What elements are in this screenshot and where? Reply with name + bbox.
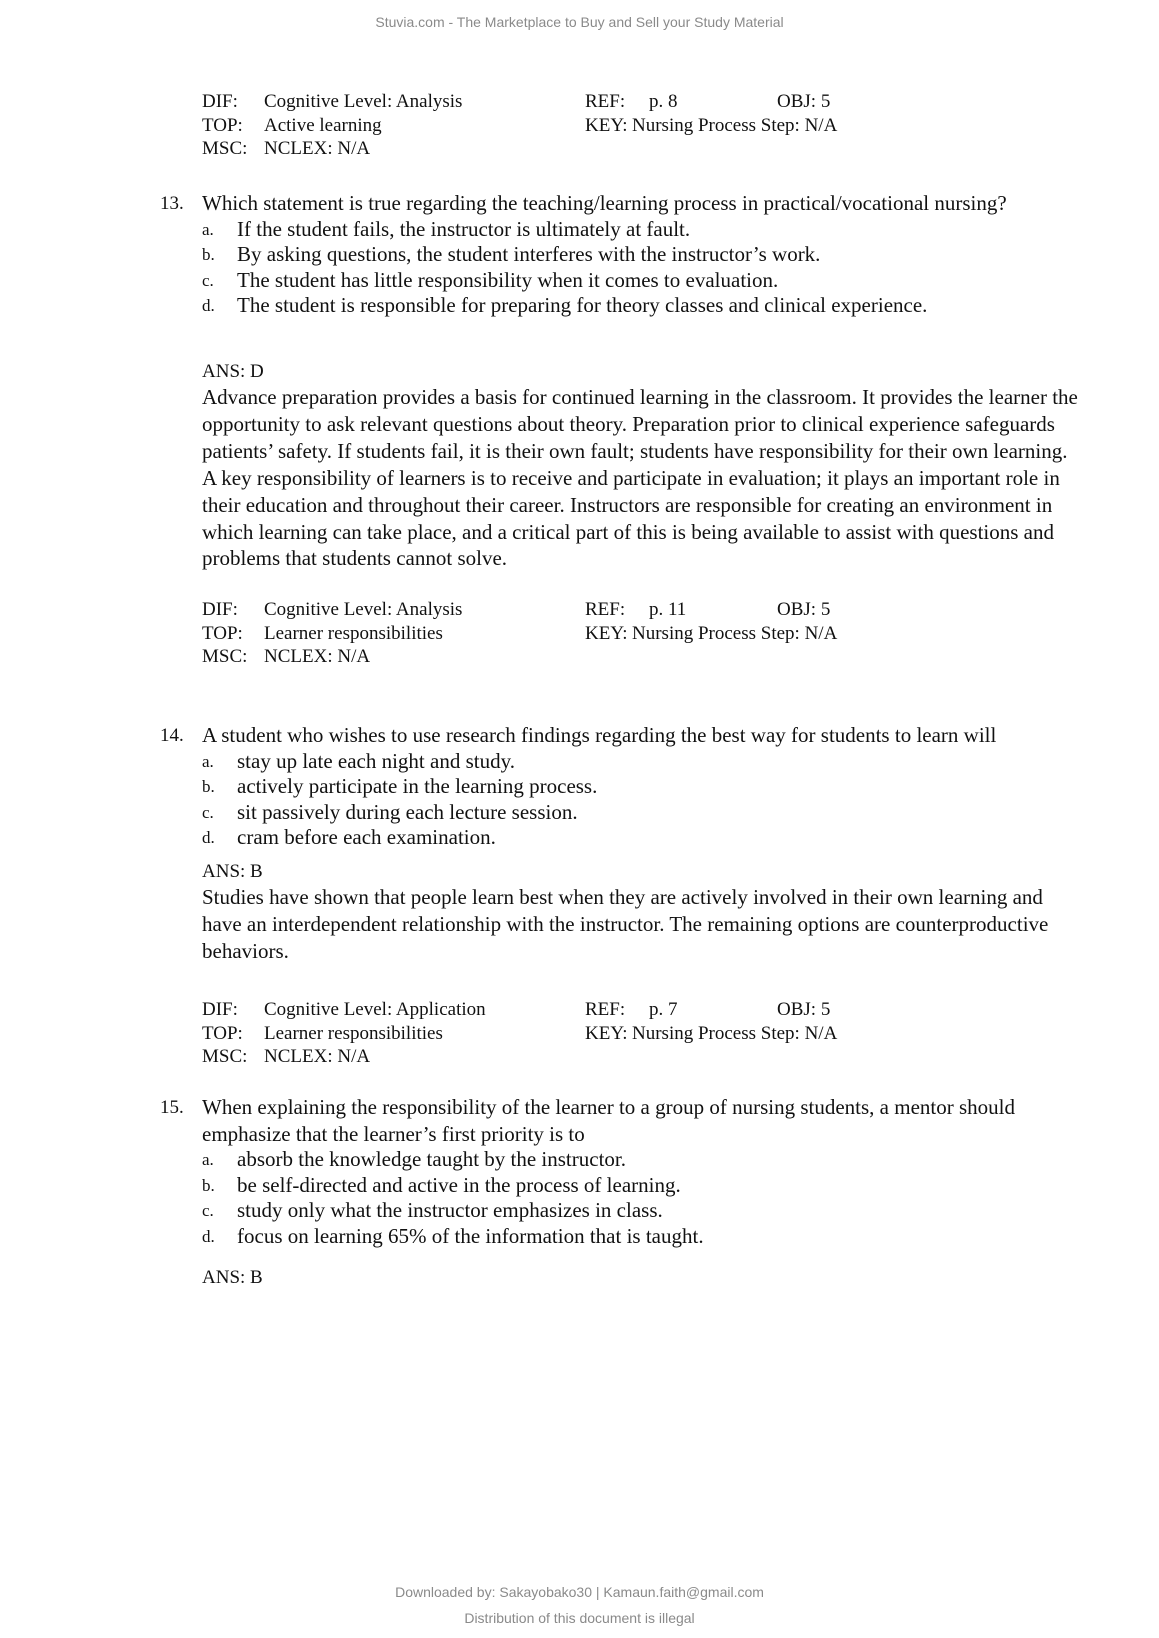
key-label: KEY: bbox=[585, 622, 628, 644]
key-label: KEY: bbox=[585, 114, 628, 136]
option-b bbox=[202, 774, 1120, 800]
site-banner: Stuvia.com - The Marketplace to Buy and Sell your Study Material bbox=[375, 14, 784, 30]
option-letter: b. bbox=[202, 1175, 215, 1195]
dif-value: Cognitive Level: Analysis bbox=[264, 599, 463, 620]
question-metadata bbox=[202, 598, 902, 669]
option-letter: d. bbox=[202, 1226, 215, 1246]
top-label: TOP: bbox=[202, 114, 243, 136]
option-text: be self-directed and active in the process of learning. bbox=[237, 1172, 681, 1197]
answer-key: ANS: B bbox=[202, 861, 263, 882]
top-label: TOP: bbox=[202, 622, 243, 644]
question-metadata bbox=[202, 90, 902, 161]
question-stem: When explaining the responsibility of the learner to a group of nursing students, a mentor should emphasize that the learner’s first priority is to bbox=[202, 1095, 1015, 1146]
dif-label: DIF: bbox=[202, 599, 238, 620]
msc-value: NCLEX: N/A bbox=[264, 1046, 371, 1067]
option-text: absorb the knowledge taught by the instructor. bbox=[237, 1147, 627, 1171]
obj-value: OBJ: 5 bbox=[777, 91, 831, 112]
ref-value: p. 8 bbox=[649, 91, 678, 112]
option-b bbox=[202, 1173, 1100, 1199]
key-value: Nursing Process Step: N/A bbox=[632, 622, 838, 644]
option-list bbox=[202, 217, 1100, 319]
question-number: 15. bbox=[160, 1097, 184, 1118]
option-a bbox=[202, 217, 1100, 243]
top-value: Learner responsibilities bbox=[264, 622, 443, 644]
option-letter: c. bbox=[202, 270, 214, 290]
option-text: The student is responsible for preparing for theory classes and clinical experience. bbox=[237, 293, 928, 317]
option-text: study only what the instructor emphasizes in class. bbox=[237, 1198, 663, 1222]
option-d bbox=[202, 825, 1120, 851]
answer-key: ANS: D bbox=[202, 361, 264, 382]
msc-label: MSC: bbox=[202, 138, 248, 159]
dif-value: Cognitive Level: Application bbox=[264, 999, 486, 1020]
ref-value: p. 7 bbox=[649, 999, 678, 1020]
option-text: actively participate in the learning process. bbox=[237, 774, 598, 798]
option-letter: a. bbox=[202, 219, 214, 239]
option-letter: c. bbox=[202, 1201, 214, 1220]
option-letter: b. bbox=[202, 777, 215, 796]
question-number: 13. bbox=[160, 193, 184, 214]
option-letter: a. bbox=[202, 1150, 214, 1169]
ref-label: REF: bbox=[585, 91, 626, 112]
option-c bbox=[202, 1198, 1100, 1224]
option-list bbox=[202, 1147, 1100, 1249]
key-value: Nursing Process Step: N/A bbox=[632, 1022, 838, 1044]
option-b bbox=[202, 242, 1100, 268]
option-list bbox=[202, 749, 1120, 851]
option-text: If the student fails, the instructor is ultimately at fault. bbox=[237, 216, 691, 241]
msc-value: NCLEX: N/A bbox=[264, 138, 371, 159]
answer-rationale: Studies have shown that people learn best when they are actively involved in their own learning and have an interdependent relationship with the instructor. The remaining options are counterproductive behaviors. bbox=[202, 885, 1049, 963]
option-a bbox=[202, 1147, 1100, 1173]
msc-label: MSC: bbox=[202, 646, 248, 667]
top-value: Learner responsibilities bbox=[264, 1022, 443, 1044]
option-letter: b. bbox=[202, 245, 215, 264]
option-letter: d. bbox=[202, 296, 215, 315]
answer-block-13 bbox=[202, 360, 1082, 572]
top-value: Active learning bbox=[264, 114, 382, 136]
option-c bbox=[202, 268, 1100, 294]
ref-label: REF: bbox=[585, 599, 626, 620]
option-c bbox=[202, 800, 1120, 826]
answer-block-14 bbox=[202, 860, 1082, 965]
question-14 bbox=[160, 722, 1120, 851]
option-text: stay up late each night and study. bbox=[237, 748, 515, 773]
option-letter: d. bbox=[202, 828, 215, 847]
question-number: 14. bbox=[160, 725, 184, 746]
obj-value: OBJ: 5 bbox=[777, 599, 831, 620]
option-text: sit passively during each lecture session. bbox=[237, 799, 578, 824]
msc-value: NCLEX: N/A bbox=[264, 646, 371, 667]
key-value: Nursing Process Step: N/A bbox=[632, 114, 838, 136]
option-d bbox=[202, 1224, 1100, 1250]
option-letter: a. bbox=[202, 751, 214, 771]
question-13 bbox=[160, 190, 1100, 319]
obj-value: OBJ: 5 bbox=[777, 999, 831, 1020]
dif-value: Cognitive Level: Analysis bbox=[264, 91, 463, 112]
download-info: Downloaded by: Sakayobako30 | Kamaun.faith@gmail.com bbox=[395, 1584, 764, 1600]
question-15 bbox=[160, 1094, 1100, 1249]
ref-value: p. 11 bbox=[649, 599, 687, 620]
option-text: focus on learning 65% of the information that is taught. bbox=[237, 1223, 704, 1248]
answer-block-15 bbox=[202, 1266, 1082, 1290]
msc-label: MSC: bbox=[202, 1046, 248, 1067]
dif-label: DIF: bbox=[202, 91, 238, 112]
question-metadata bbox=[202, 998, 902, 1069]
option-d bbox=[202, 293, 1100, 319]
question-stem: Which statement is true regarding the teaching/learning process in practical/vocational nursing? bbox=[202, 191, 1007, 215]
answer-key: ANS: B bbox=[202, 1267, 263, 1288]
dif-label: DIF: bbox=[202, 999, 238, 1020]
question-stem: A student who wishes to use research findings regarding the best way for students to learn will bbox=[202, 723, 997, 747]
answer-rationale: Advance preparation provides a basis for continued learning in the classroom. It provides the learner the opportunity to ask relevant questions about theory. Preparation prior to clinical experience safeguards patients’ safety. If students fail, it is their own fault; students have responsibility for their own learning. A key responsibility of learners is to receive and participate in evaluation; it plays an important role in their education and throughout their career. Instructors are responsible for creating an environment in which learning can take place, and a critical part of this is being available to assist with questions and problems that students cannot solve. bbox=[202, 385, 1078, 571]
key-label: KEY: bbox=[585, 1022, 628, 1044]
option-text: cram before each examination. bbox=[237, 825, 496, 849]
distribution-notice: Distribution of this document is illegal bbox=[464, 1610, 695, 1626]
option-a bbox=[202, 749, 1120, 775]
option-text: The student has little responsibility when it comes to evaluation. bbox=[237, 267, 779, 292]
option-text: By asking questions, the student interferes with the instructor’s work. bbox=[237, 242, 821, 266]
option-letter: c. bbox=[202, 802, 214, 822]
top-label: TOP: bbox=[202, 1022, 243, 1044]
ref-label: REF: bbox=[585, 999, 626, 1020]
